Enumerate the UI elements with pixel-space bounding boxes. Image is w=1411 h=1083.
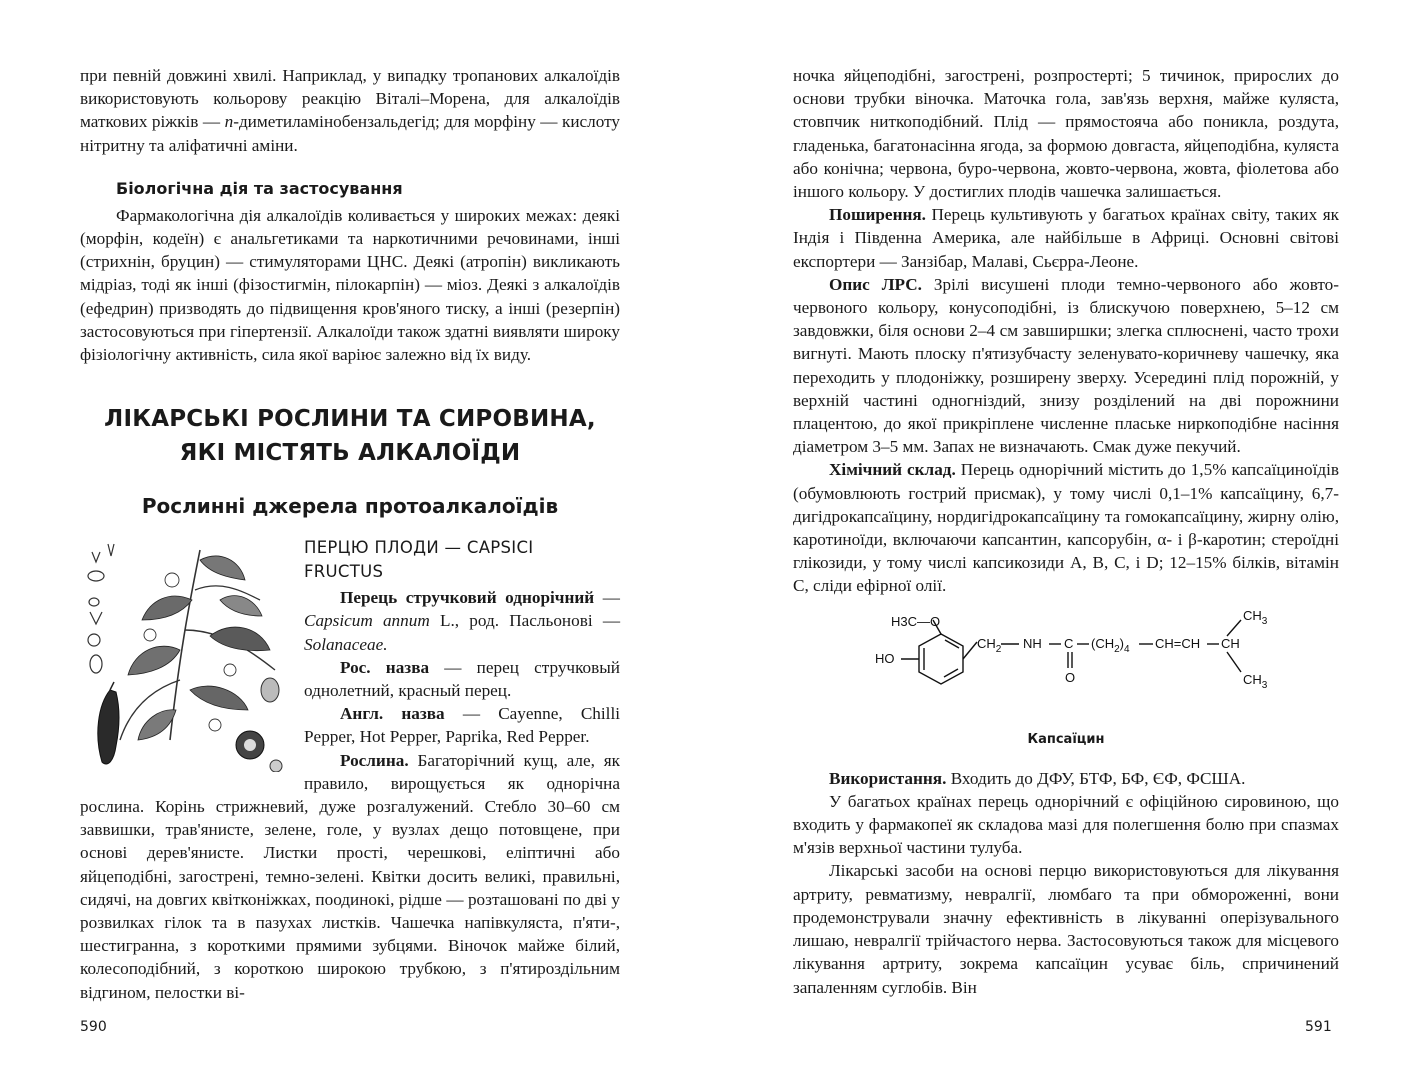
bio-paragraph: Фармакологічна дія алкалоїдів коливається у широких межах: деякі (морфін, кодеїн) є анальгетиками та наркотичними речовинами, інші (стрихнін, бруцин) — стимуляторами ЦНС. Деякі (атропін) викликають мідріаз, тоді як інші (фізостигмін, пілокарпін) — міоз. Деякі з алкалоїдів (ефедрин) призводять до підвищення кров'яного тиску, а інші (резерпін) застосовуються при гіпертензії. Алкалоїди також здатні виявляти широку фізіологічну активність, сила якої варіює залежно від їх виду.	[80, 205, 620, 365]
plant-name-dash: —	[594, 588, 620, 608]
right-page	[705, 0, 1411, 1083]
plant-latin-name: Capsicum annum	[304, 611, 430, 631]
left-page	[0, 0, 705, 1083]
chemistry-text: Перець однорічний містить до 1,5% капсаїциноїдів (обумовлюють гострий присмак), у тому числі 0,1–1% капсаїцину, 6,7-дигідрокапсаїцину, нордигідрокапсаїцину та гомокапсаїцину, жирну олію, каротиноїди, включаючи капсантин, капсорубін, α- і β-каротин; стероїдні глікозиди, у тому числі капсикозиди А, В, С, і D; 12–15% білків, вітамін С, сліди ефірної олії.	[793, 460, 1339, 596]
section-title	[80, 402, 620, 470]
pepper-illustration	[80, 540, 290, 772]
carbonyl-c-label: C	[1064, 635, 1074, 651]
spread-label: Поширення.	[829, 205, 926, 225]
ch3-top-label: CH	[1243, 607, 1262, 623]
chemistry-label: Хімічний склад.	[829, 460, 956, 480]
hydroxy-label: HO	[875, 650, 895, 666]
use-text: Входить до ДФУ, БТФ, БФ, ЄФ, ФСША.	[946, 768, 1246, 788]
description-paragraph	[793, 273, 1339, 459]
ch2-label: CH	[977, 635, 996, 651]
pepper-plant-drawing	[80, 540, 290, 772]
methoxy-label: H3C—O	[891, 613, 941, 629]
capsaicin-formula-drawing	[793, 606, 1339, 726]
spread-paragraph	[793, 203, 1339, 273]
use-paragraph-3: Лікарські засоби на основі перцю використовуються для лікування артриту, ревматизму, невралгії, люмбаго та при обмороженні, вони продемонстрували значну ефективність в лікуванні оперізувального лишаю, невралгії трійчастого нерва. Застосовуються також для місцевого лікування артриту, зокрема капсаїцин усуває біль, спричинений запаленням суглобів. Він	[793, 861, 1339, 997]
plant-family-prefix: L., род. Пасльонові —	[429, 611, 621, 631]
svg-text:CH3	[1243, 672, 1268, 691]
bio-heading: Біологічна дія та застосування	[116, 178, 403, 198]
ch3-bottom-label: CH	[1243, 671, 1262, 687]
plant-name-label: Перець стручковий однорічний	[340, 588, 595, 608]
subsection-title: Рослинні джерела протоалкалоїдів	[141, 494, 559, 519]
nh-label: NH	[1023, 635, 1042, 651]
description-label: Опис ЛРС.	[829, 274, 922, 294]
intro-italic: n	[224, 112, 234, 132]
carbonyl-o-label: O	[1065, 669, 1076, 685]
alkene-label: CH=CH	[1155, 635, 1201, 651]
chain-subscript-4: 4	[1124, 643, 1130, 655]
intro-text-rest: -диметиламінобензальдегід; для морфіну — кислоту нітритну та аліфатичні аміни.	[80, 112, 620, 155]
section-title-line-2: ЯКІ МІСТЯТЬ АЛКАЛОЇДИ	[179, 440, 521, 467]
svg-text:(CH2)4: $(CH_2)_4$	[1091, 635, 1130, 655]
left-column	[80, 64, 620, 1004]
spread-text: Перець культивують у багатьох країнах світу, таких як Індія і Південна Америка, але найбільше в Африці. Основні світові експортери — Занзібар, Малаві, Сьєрра-Леоне.	[793, 205, 1339, 271]
svg-text:H3C—O	[891, 614, 940, 629]
ros-label: Рос. назва	[340, 657, 430, 677]
plant-description-paragraph	[80, 749, 620, 1004]
plant-text: Багаторічний кущ, але, як правило, вирощується як однорічна рослина. Корінь стрижневий, дуже розгалужений. Стебло 30–60 см заввишки, трав'янисте, зелене, голе, у вузлах дещо потовщене, при основі дерев'янисте. Листки прості, черешкові, еліптичні або яйцеподібні, загострені, темно-зелені. Квітки досить великі, правильні, сидячі, на довгих квітконіжках, поодинокі, рідше — розташовані по дві у розвилках гілок та в пазухах листків. Чашечка напівкуляста, п'яти-, шестигранна, з короткими прямими зубцями. Віночок майже білий, колесоподібний, з короткою широкою трубкою, з п'ятироздільним відгином, пелостки ві-	[80, 750, 620, 1002]
page-number-right: 591	[1305, 1019, 1332, 1035]
use-paragraph-2: У багатьох країнах перець однорічний є офіційною сировиною, що входить у фармакопеї як складова мазі для полегшення болю при спазмах м'язів верхньої частини тулуба.	[793, 791, 1339, 858]
ch2-subscript: 2	[995, 643, 1002, 655]
ch3-top-subscript: 3	[1261, 615, 1268, 627]
use-paragraph	[793, 767, 1339, 790]
intro-text: при певній довжині хвилі. Наприклад, у випадку тропанових алкалоїдів використовують кольорову реакцію Віталі–Морена, для алкалоїдів маткових ріжків —	[80, 66, 620, 132]
right-column	[793, 64, 1339, 999]
chain-subscript-2: 2	[1114, 643, 1120, 655]
article-title-line-1: ПЕРЦЮ ПЛОДИ — CAPSICI	[304, 538, 534, 558]
eng-text: — Cayenne, Chilli Pepper, Hot Pepper, Paprika, Red Pepper.	[304, 704, 620, 747]
article-title-line-2: FRUCTUS	[304, 562, 384, 582]
svg-text:CH2	[977, 636, 1002, 655]
eng-label: Англ. назва	[340, 704, 445, 724]
plant-family: Solanaceae.	[304, 634, 388, 654]
ch3-bottom-subscript: 3	[1261, 679, 1268, 691]
formula-caption: Капсаїцин	[1027, 731, 1105, 747]
capsaicin-structure	[793, 606, 1339, 726]
section-title-line-1: ЛІКАРСЬКІ РОСЛИНИ ТА СИРОВИНА,	[104, 406, 596, 433]
description-text: Зрілі висушені плоди темно-червоного або жовто-червоного кольору, конусоподібні, із блискучою поверхнею, 5–12 см завдовжки, біля основи 2–4 см завширшки; злегка сплюснені, часто трохи вигнуті. Мають плоску п'ятизубчасту зеленувато-коричневу чашечку, яка переходить у плодоніжку, розширену зверху. Усередині плід порожній, у верхній частині одногніздий, знизу розділений на дві порожнини плацентою, до якої прикріплене численне плаське ниркоподібне насіння діаметром 3–5 мм. Запах не визначають. Смак дуже пекучий.	[793, 274, 1340, 457]
plant-label: Рослина.	[340, 750, 409, 770]
branch-ch-label: CH	[1221, 635, 1240, 651]
continued-paragraph: ночка яйцеподібні, загострені, розпростерті; 5 тичинок, прирослих до основи трубки віночка. Маточка гола, зав'язь верхня, майже куляста, стовпчик ниткоподібний. Плід — прямостояча або поникла, роздута, гладенька, багатонасінна ягода, за формою довгаста, яйцеподібна, куляста або конічна; червона, буро-червона, жовто-червона, жовта, фіолетова або іншого кольору. У достиглих плодів чашечка залишається.	[793, 66, 1339, 202]
chain-label: (CH	[1091, 635, 1115, 651]
svg-text:CH3	[1243, 608, 1268, 627]
use-label: Використання.	[829, 768, 947, 788]
ros-text: — перец стручковый однолетний, красный перец.	[304, 657, 620, 701]
page-number-left: 590	[80, 1019, 107, 1035]
chemistry-paragraph	[793, 458, 1339, 597]
intro-paragraph	[80, 64, 620, 157]
